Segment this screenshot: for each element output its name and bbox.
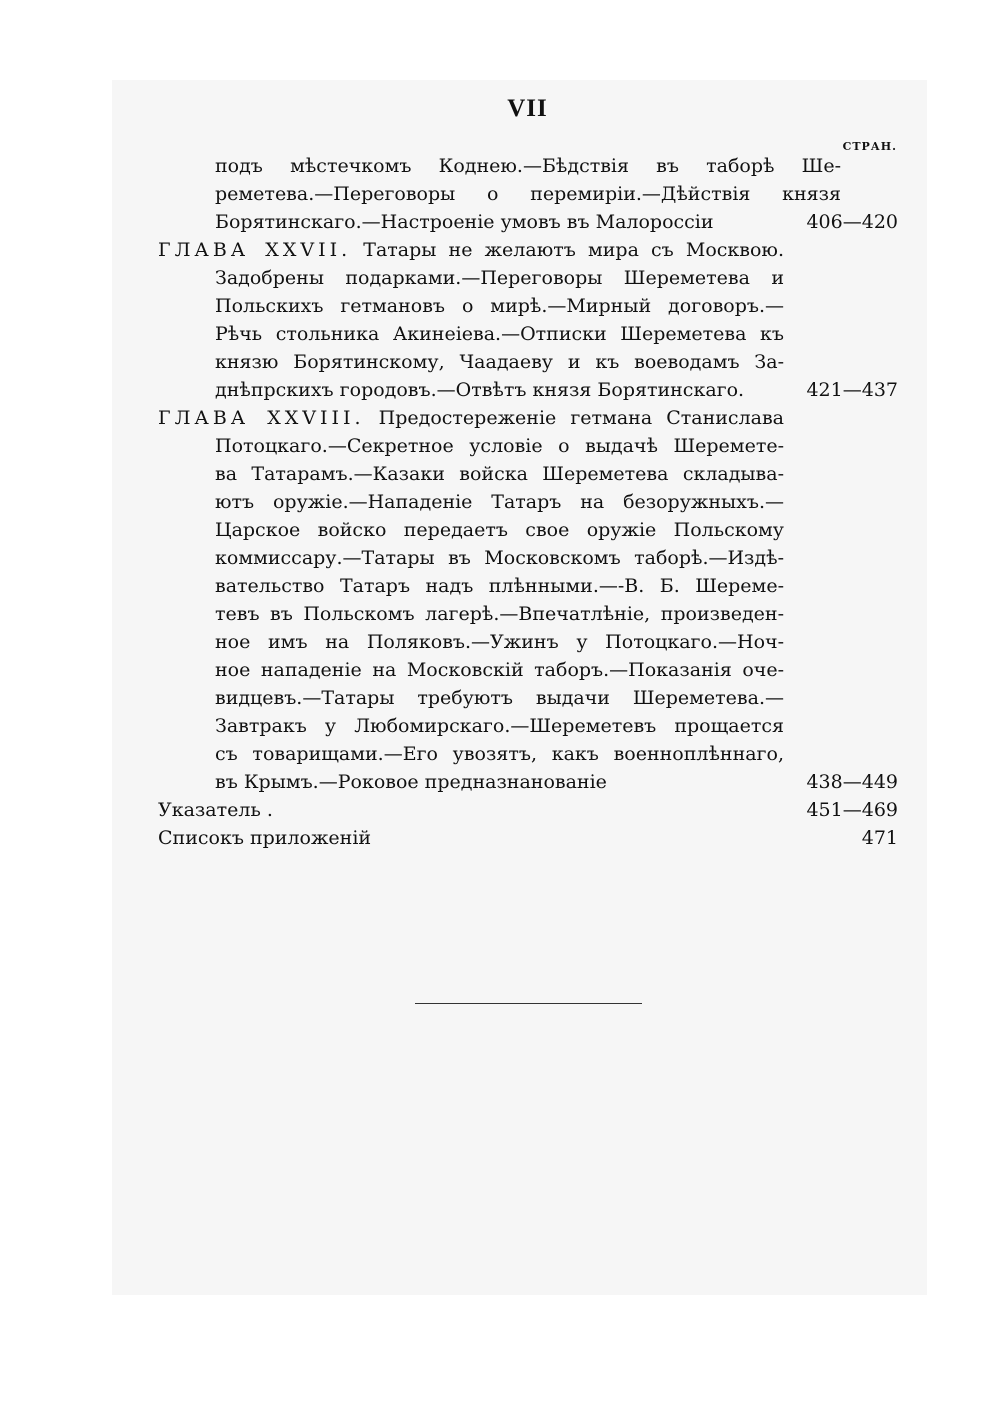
- toc-line: коммиссару.—Татары въ Московскомъ таборѣ.—Издѣ-: [215, 547, 784, 569]
- toc-line: Указатель .: [158, 799, 273, 821]
- toc-entry-continuation: [158, 152, 898, 236]
- toc-line: въ Крымъ.—Роковое предназнанованіе: [215, 771, 607, 793]
- toc-entry-text: [158, 152, 841, 236]
- toc-line: Задобрены подарками.—Переговоры Шереметева и: [215, 267, 784, 289]
- toc-line: ва Татарамъ.—Казаки войска Шереметева складыва-: [215, 463, 784, 485]
- pages-column-header: СТРАН.: [842, 140, 897, 153]
- toc-line: Рѣчь стольника Акинеіева.—Отписки Шереметева къ: [215, 323, 784, 345]
- toc-entry-text: [158, 824, 784, 852]
- section-divider: [415, 1003, 642, 1004]
- toc-page-range: 421—437: [806, 379, 898, 401]
- page-number: VII: [507, 95, 548, 122]
- toc-entry-chapter-27: [158, 236, 898, 404]
- toc-line: тевъ въ Польскомъ лагерѣ.—Впечатлѣніе, произведен-: [215, 603, 784, 625]
- toc-entry-text: [158, 404, 784, 796]
- toc-chapter-heading-line: [158, 404, 784, 432]
- toc-line: Борятинскаго.—Настроеніе умовъ въ Малороссіи: [215, 211, 714, 233]
- toc-line: князю Борятинскому, Чаадаеву и къ воеводамъ За-: [215, 351, 784, 373]
- toc-entry-index: [158, 796, 898, 824]
- toc-line: Завтракъ у Любомирскаго.—Шереметевъ прощается: [215, 715, 784, 737]
- chapter-label: ГЛАВА XXVII.: [158, 239, 352, 261]
- chapter-label: ГЛАВА XXVIII.: [158, 407, 365, 429]
- chapter-title-start: Предостереженіе гетмана Станислава: [378, 407, 784, 429]
- toc-chapter-heading-line: [158, 236, 784, 264]
- toc-line: днѣпрскихъ городовъ.—Отвѣтъ князя Борятинскаго.: [215, 379, 745, 401]
- toc-entry-text: [158, 796, 784, 824]
- toc-line: вательство Татаръ надъ плѣнными.—-В. Б. Шереме-: [215, 575, 784, 597]
- toc-page-range: 438—449: [806, 771, 898, 793]
- toc-page-range: 471: [861, 827, 898, 849]
- toc-line: съ товарищами.—Его увозятъ, какъ военноплѣннаго,: [215, 743, 784, 765]
- chapter-title-start: Татары не желаютъ мира съ Москвою.: [363, 239, 785, 261]
- toc-page-range: 406—420: [806, 211, 898, 233]
- toc-line: ное имъ на Поляковъ.—Ужинъ у Потоцкаго.—Ноч-: [215, 631, 784, 653]
- table-of-contents: [158, 152, 898, 852]
- toc-line: ютъ оружіе.—Нападеніе Татаръ на безоружныхъ.—: [215, 491, 784, 513]
- toc-entry-text: [158, 236, 784, 404]
- toc-line: Списокъ приложеній: [158, 827, 372, 849]
- toc-line: реметева.—Переговоры о перемиріи.—Дѣйствія князя: [215, 183, 841, 205]
- toc-line: Царское войско передаетъ свое оружіе Польскому: [215, 519, 784, 541]
- toc-line: ное нападеніе на Московскій таборъ.—Показанія оче-: [215, 659, 784, 681]
- toc-line: подъ мѣстечкомъ Коднею.—Бѣдствія въ таборѣ Ше-: [215, 155, 841, 177]
- toc-line: Потоцкаго.—Секретное условіе о выдачѣ Шереметe-: [215, 435, 784, 457]
- toc-page-range: 451—469: [806, 799, 898, 821]
- toc-line: видцевъ.—Татары требуютъ выдачи Шереметева.—: [215, 687, 784, 709]
- toc-line: Польскихъ гетмановъ о мирѣ.—Мирный договоръ.—: [215, 295, 784, 317]
- toc-entry-chapter-28: [158, 404, 898, 796]
- toc-entry-appendices: [158, 824, 898, 852]
